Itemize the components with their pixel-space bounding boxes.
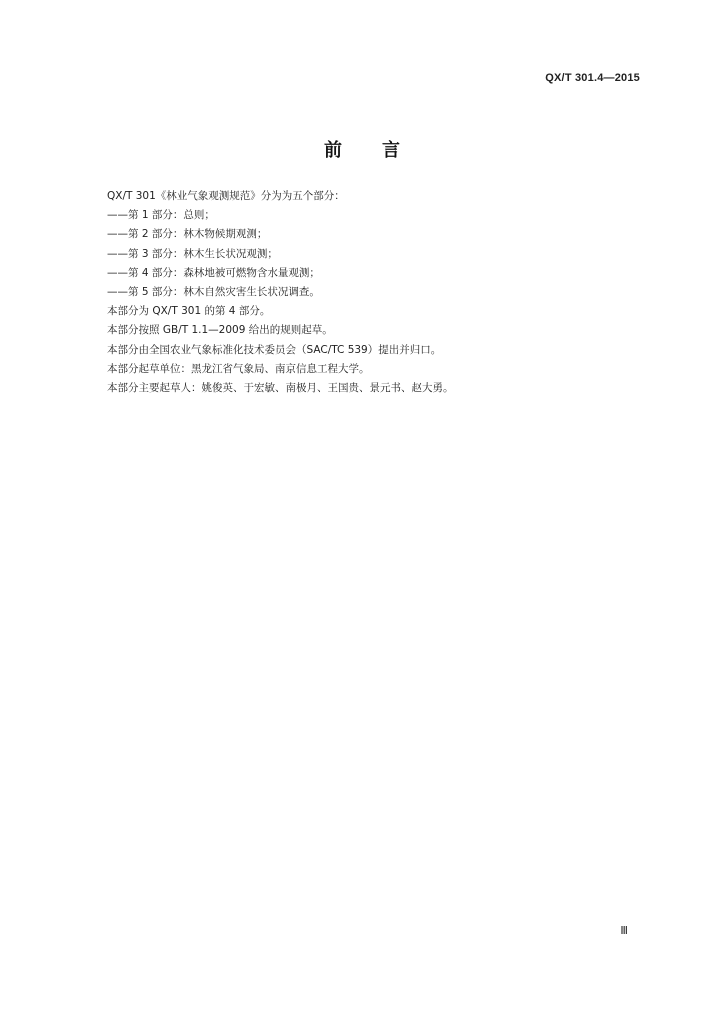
paragraph-line: 本部分起草单位：黑龙江省气象局、南京信息工程大学。: [107, 362, 370, 375]
page-number: Ⅲ: [620, 925, 628, 937]
paragraph-line: 本部分按照 GB/T 1.1—2009 给出的规则起草。: [107, 324, 333, 337]
paragraph-line: 本部分为 QX/T 301 的第 4 部分。: [107, 305, 271, 318]
paragraph-line: ——第 3 部分：林木生长状况观测；: [107, 247, 278, 260]
page-title: 前言: [324, 140, 440, 161]
paragraph-line: 本部分由全国农业气象标准化技术委员会（SAC/TC 539）提出并归口。: [107, 343, 442, 356]
paragraph-line: ——第 1 部分：总则；: [107, 209, 215, 222]
foreword-body: [107, 187, 647, 398]
paragraph-line: ——第 4 部分：森林地被可燃物含水量观测；: [107, 266, 320, 279]
paragraph-line: ——第 2 部分：林木物候期观测；: [107, 228, 268, 241]
paragraph-line: 本部分主要起草人：姚俊英、于宏敏、南极月、王国贵、景元书、赵大勇。: [107, 382, 454, 395]
paragraph-line: QX/T 301《林业气象观测规范》分为为五个部分：: [107, 190, 345, 202]
paragraph-line: ——第 5 部分：林木自然灾害生长状况调查。: [107, 286, 320, 299]
standard-code: QX/T 301.4—2015: [545, 72, 640, 84]
